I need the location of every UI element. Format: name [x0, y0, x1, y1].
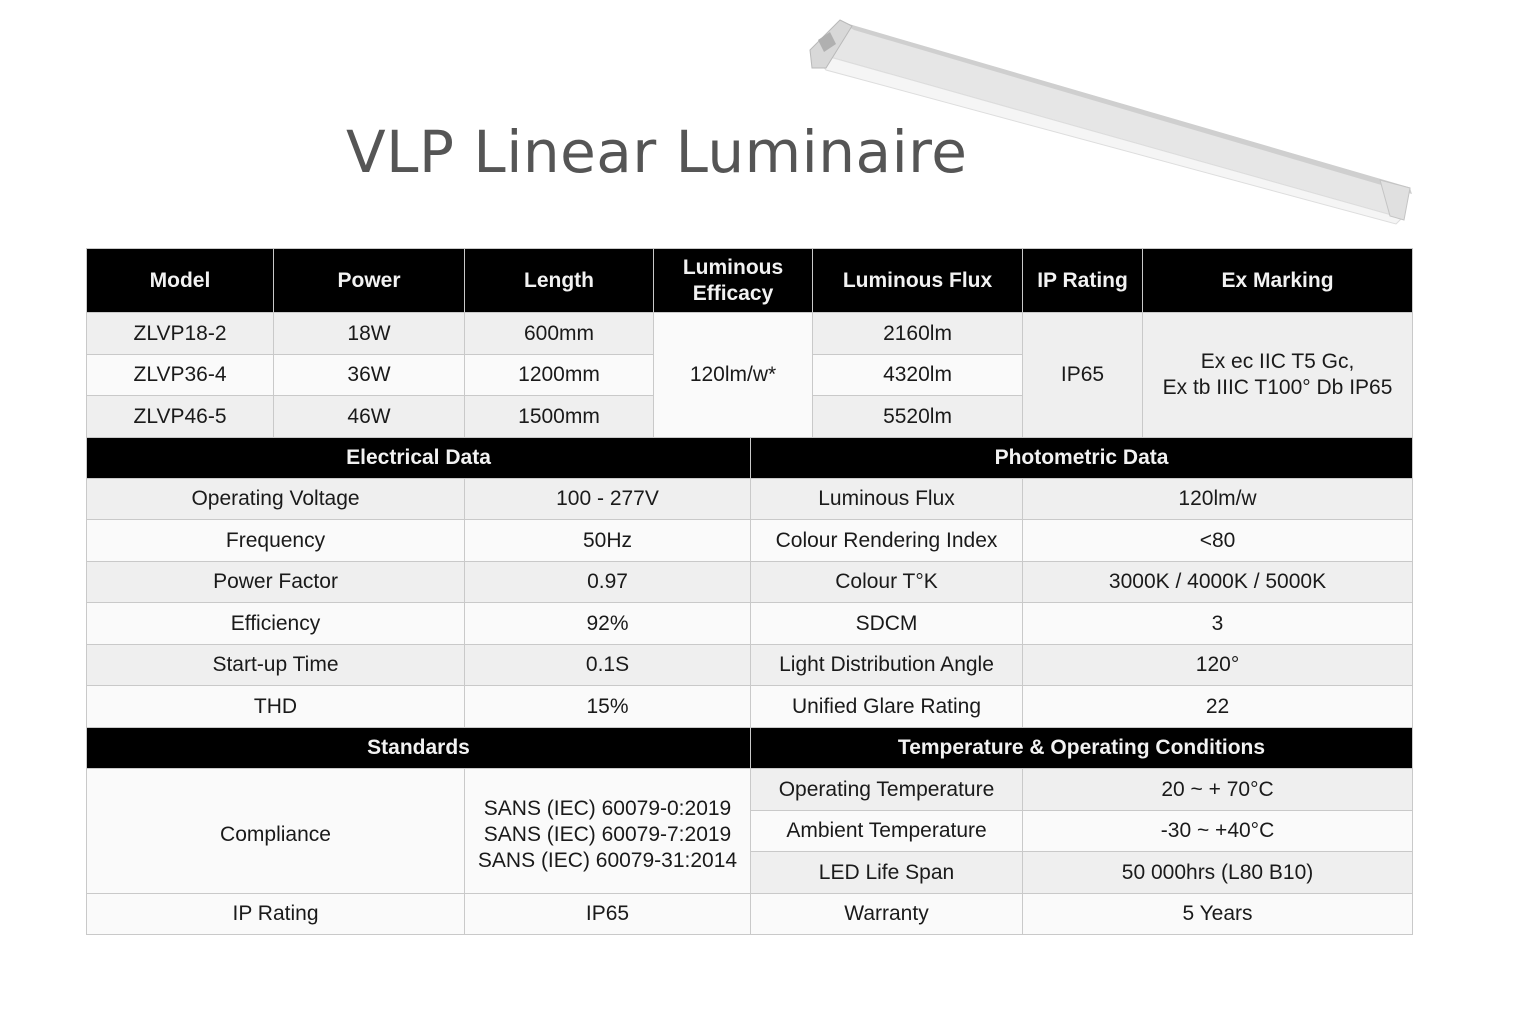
electrical-data-heading: Electrical Data — [87, 438, 751, 479]
linear-luminaire-image — [800, 10, 1420, 230]
table-row — [87, 769, 1413, 811]
photometric-label: Colour T°K — [751, 562, 1023, 603]
temperature-conditions-heading: Temperature & Operating Conditions — [751, 728, 1413, 769]
header-efficacy-line1: Luminous — [682, 255, 784, 279]
electrical-label: THD — [87, 686, 465, 728]
photometric-value: 22 — [1023, 686, 1413, 728]
temperature-label: Warranty — [751, 894, 1023, 935]
temperature-label: LED Life Span — [751, 852, 1023, 894]
temperature-label: Ambient Temperature — [751, 811, 1023, 852]
model-cell: ZLVP36-4 — [87, 355, 274, 396]
power-cell: 18W — [274, 313, 465, 355]
header-efficacy-line2: Efficacy — [692, 281, 774, 305]
standards-heading: Standards — [87, 728, 751, 769]
photometric-value: 120° — [1023, 645, 1413, 686]
length-cell: 600mm — [465, 313, 654, 355]
table-row — [87, 313, 1413, 355]
ex-marking-line1: Ex ec IIC T5 Gc, — [1200, 350, 1355, 373]
ip-rating-cell: IP65 — [1023, 313, 1143, 438]
compliance-standard: SANS (IEC) 60079-31:2014 — [477, 849, 738, 872]
photometric-label: Unified Glare Rating — [751, 686, 1023, 728]
header-power: Power — [274, 249, 465, 313]
header-length: Length — [465, 249, 654, 313]
compliance-label: Compliance — [87, 769, 465, 894]
model-cell: ZLVP46-5 — [87, 396, 274, 438]
ip-rating-value: IP65 — [465, 894, 751, 935]
table-row — [87, 686, 1413, 728]
power-cell: 46W — [274, 396, 465, 438]
power-cell: 36W — [274, 355, 465, 396]
length-cell: 1200mm — [465, 355, 654, 396]
table-row — [87, 603, 1413, 645]
compliance-values — [465, 769, 751, 894]
photometric-label: Luminous Flux — [751, 479, 1023, 520]
flux-cell: 5520lm — [813, 396, 1023, 438]
electrical-label: Efficiency — [87, 603, 465, 645]
table-row — [87, 479, 1413, 520]
electrical-value: 92% — [465, 603, 751, 645]
electrical-label: Power Factor — [87, 562, 465, 603]
electrical-value: 15% — [465, 686, 751, 728]
header-ex-marking: Ex Marking — [1143, 249, 1413, 313]
table-row — [87, 645, 1413, 686]
electrical-value: 50Hz — [465, 520, 751, 562]
temperature-value: 50 000hrs (L80 B10) — [1023, 852, 1413, 894]
photometric-value: 3 — [1023, 603, 1413, 645]
efficacy-cell: 120lm/w* — [654, 313, 813, 438]
electrical-value: 0.1S — [465, 645, 751, 686]
header-model: Model — [87, 249, 274, 313]
electrical-label: Frequency — [87, 520, 465, 562]
electrical-value: 100 - 277V — [465, 479, 751, 520]
flux-cell: 4320lm — [813, 355, 1023, 396]
ex-marking-line2: Ex tb IIIC T100° Db IP65 — [1162, 376, 1393, 399]
model-cell: ZLVP18-2 — [87, 313, 274, 355]
header-luminous-flux: Luminous Flux — [813, 249, 1023, 313]
photometric-value: 3000K / 4000K / 5000K — [1023, 562, 1413, 603]
temperature-value: 20 ~ + 70°C — [1023, 769, 1413, 811]
temperature-value: 5 Years — [1023, 894, 1413, 935]
header-luminous-efficacy — [654, 249, 813, 313]
length-cell: 1500mm — [465, 396, 654, 438]
photometric-label: Light Distribution Angle — [751, 645, 1023, 686]
spec-table — [86, 248, 1413, 935]
photometric-data-heading: Photometric Data — [751, 438, 1413, 479]
table-row — [87, 894, 1413, 935]
electrical-label: Operating Voltage — [87, 479, 465, 520]
temperature-label: Operating Temperature — [751, 769, 1023, 811]
ip-rating-label: IP Rating — [87, 894, 465, 935]
photometric-label: Colour Rendering Index — [751, 520, 1023, 562]
temperature-value: -30 ~ +40°C — [1023, 811, 1413, 852]
electrical-value: 0.97 — [465, 562, 751, 603]
ex-marking-cell — [1143, 313, 1413, 438]
table-row — [87, 562, 1413, 603]
electrical-label: Start-up Time — [87, 645, 465, 686]
photometric-value: <80 — [1023, 520, 1413, 562]
compliance-standard: SANS (IEC) 60079-7:2019 — [483, 823, 732, 846]
photometric-value: 120lm/w — [1023, 479, 1413, 520]
flux-cell: 2160lm — [813, 313, 1023, 355]
compliance-standard: SANS (IEC) 60079-0:2019 — [483, 797, 732, 820]
photometric-label: SDCM — [751, 603, 1023, 645]
header-ip-rating: IP Rating — [1023, 249, 1143, 313]
page-title: VLP Linear Luminaire — [346, 118, 968, 186]
table-row — [87, 520, 1413, 562]
